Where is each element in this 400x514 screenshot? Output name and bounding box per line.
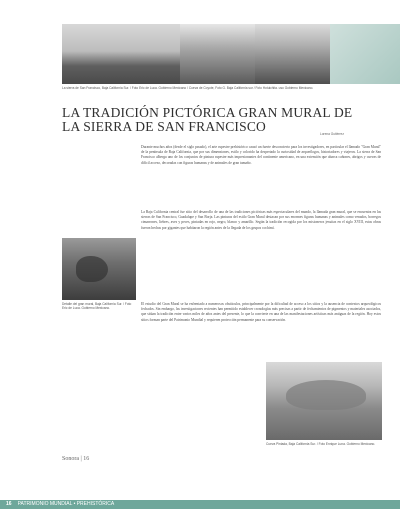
footer-bar [0, 500, 400, 509]
side-photo-caption: Detalle del gran mural, Baja California Sur. / Foto Eric de Luca. Gobierno Mexicano. [62, 302, 132, 311]
header-photo-landscape [255, 24, 330, 84]
header-photo-caption: La sierra de San Francisco, Baja California Sur. / Foto Eric de Luca. Gobierno Mexicano / Cueva de Coyote, Foto G. Baja California sur / Foto Hotuichita. uso Gobierno Mexicano. [62, 86, 314, 90]
bottom-right-photo [266, 362, 382, 440]
side-marker: Sonora | 16 [62, 456, 90, 462]
header-photo-cave [180, 24, 255, 84]
article-author: Lorena Gutiérrez [320, 132, 344, 136]
header-photo-sierra [62, 24, 180, 84]
article-paragraph-3: El estudio del Gran Mural se ha enfrentado a numerosos obstáculos, principalmente por la dificultad de acceso a los sitios y la ausencia de contextos arqueológicos fechados. Sin embargo, las investigaciones recientes han permitido establecer cronologías más precisas a partir de fechamientos de pigmentos y materiales asociados, que sitúan la tradición entre varios miles de años antes del presente, lo que la convierte en una de las manifestaciones artísticas más antiguas de la región. Hoy estos sitios forman parte del Patrimonio Mundial y requieren protección permanente para su conservación. [141, 302, 381, 322]
bottom-right-photo-caption: Cueva Pintada, Baja California Sur. / Foto Enrique Luna. Gobierno Mexicano. [266, 442, 376, 446]
article-paragraph-2: La Baja California central fue sitio del desarrollo de una de las tradiciones pictóricas más espectaculares del mundo, la llamada gran mural, que se encuentra en las sierras de San Francisco, Guadalupe y San Borja. Las pinturas del estilo Gran Mural destacan por sus enormes figuras humanas y animales como venados, borregos cimarrones, liebres, aves y peces, pintadas en rojo, negro, blanco y amarillo. Según la tradición recogida por los misioneros jesuitas en el siglo XVIII, estas obras fueron hechas por gigantes que habitaron la región antes de la llegada de los grupos cochimí. [141, 210, 381, 230]
header-photo-strip [62, 24, 330, 84]
article-paragraph-1: Durante muchos años (desde el siglo pasado), el arte rupestre prehistórico causó un fuerte desconcierto para los investigadores, en particular el llamado "Gran Mural" de la península de Baja California, que por sus dimensiones, estilo y colorido ha despertado la curiosidad de arqueólogos, historiadores y viajeros. La sierra de San Francisco alberga uno de los conjuntos de pintura rupestre más impresionantes del continente americano, en una extensión que abarca cañones, abrigos y cuevas de difícil acceso, decoradas con figuras humanas y de animales de gran tamaño. [141, 145, 381, 165]
footer-page-number: 16 [6, 501, 12, 507]
footer-label: PATRIMONIO MUNDIAL • PREHISTÓRICA [17, 501, 115, 507]
article-title: LA TRADICIÓN PICTÓRICA GRAN MURAL DE LA SIERRA DE SAN FRANCISCO [62, 105, 353, 134]
footer-text [6, 501, 114, 508]
side-photo-mural [62, 238, 136, 300]
decorative-teal-block [330, 24, 400, 84]
